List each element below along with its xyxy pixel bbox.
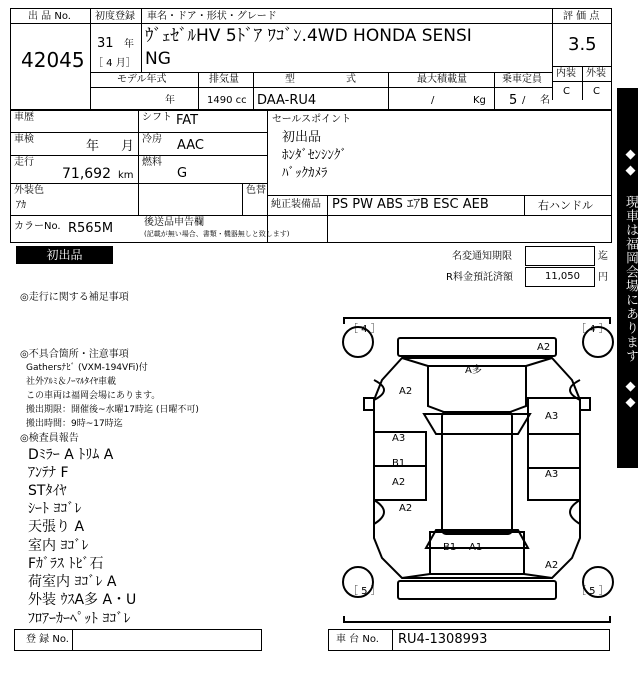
damage-mark: A多 [465,365,482,376]
after-parts-label: 後送品申告欄 [144,217,204,228]
inspector-item-9: 外装 ｳｽA多 A・U [28,592,137,608]
mirror-left [364,398,374,410]
chassis-no-value: RU4-1308993 [398,632,488,647]
type-label-2: 式 [346,74,356,85]
recycle-fee-value: 11,050 [545,271,580,282]
damage-mark: A2 [399,386,413,397]
first-reg-year: 31 [97,36,114,51]
tire-label-front-right: ［ 4 ］ [576,324,609,335]
shift-label: シフト [142,112,172,123]
displacement-value: 1490 cc [207,95,247,106]
max-load-value: / [431,95,435,106]
color-no-label: カラーNo. [14,221,61,232]
mirror-right [580,398,590,410]
car-name-label: 車名・ドア・形状・グレード [147,11,277,22]
max-load-unit: Kg [473,95,486,106]
capacity-value: 5 [509,93,518,108]
tire-label-rear-right: ［ 5 ］ [576,586,609,597]
defect-1: Gathersﾅﾋﾞ (VXM-194VFi)付 [26,363,148,373]
damage-mark: B1 [392,458,406,469]
tire-label-rear-left: ［ 5 ］ [348,586,381,597]
sales-points-label: セールスポイント [272,114,352,125]
color-no-value: R565M [68,221,114,236]
score-label: 評 価 点 [563,11,600,22]
reg-no-label: 登 録 No. [26,634,69,645]
defect-3: この車両は福岡会場にあります。 [26,391,161,401]
first-reg-label: 初度登録 [95,11,135,22]
windshield [424,414,530,434]
defect-5: 搬出時間：9時~17時迄 [26,419,123,429]
history-label: 車歴 [14,112,34,123]
capacity-slash: / [522,95,526,106]
ac-value: AAC [177,138,204,153]
type-label: 型 [285,74,295,85]
exterior-label: 外装 [586,68,606,79]
transfer-deadline-box [525,246,595,266]
damage-mark: A2 [399,503,413,514]
score-value: 3.5 [568,34,597,55]
damage-mark: A3 [392,433,406,444]
tailgate [430,532,524,574]
max-load-label: 最大積載量 [417,74,467,85]
ext-color-label: 外装色 [14,185,44,196]
equipment-label: 純正装備品 [271,199,321,210]
steering: 右ハンドル [538,199,593,212]
inspection-label: 車検 [14,134,34,145]
transfer-deadline-label: 名変通知期限 [452,251,512,262]
fuel-value: G [177,166,188,181]
model-year-label: モデル年式 [117,74,167,85]
lot-no: 42045 [21,48,85,72]
ext-color-value: ｱｶ [16,200,26,211]
chassis-no-label: 車 台 No. [336,634,379,645]
mileage-unit: km [118,170,134,181]
defects-title: ◎不具合箇所・注意事項 [20,349,129,360]
damage-mark: A3 [545,469,559,480]
door-right-rear [528,434,580,468]
inspector-item-5: 天張り A [28,519,85,535]
mileage-label: 走行 [14,157,34,168]
inspector-item-2: ｱﾝﾃﾅ F [28,465,69,481]
rear-bumper [398,581,556,599]
damage-mark: A2 [537,342,551,353]
sales-point-3: ﾊﾞｯｸｶﾒﾗ [282,166,328,181]
interior-label: 内装 [556,68,576,79]
damage-mark: A2 [545,560,559,571]
first-reg-year-unit: 年 [124,39,134,50]
defect-2: 社外ｱﾙﾐ＆ﾉｰﾏﾙﾀｲﾔ車載 [26,377,117,387]
fuel-label: 燃料 [142,157,162,168]
damage-mark: B1 [443,542,457,553]
sales-point-1: 初出品 [282,130,322,145]
inspector-item-8: 荷室内 ﾖｺﾞﾚ A [28,574,117,590]
equipment-value: PS PW ABS ｴｱB ESC AEB [332,197,489,212]
type-value: DAA-RU4 [257,93,317,108]
capacity-unit: 名 [540,95,550,106]
side-banner: ◆◆ 現車は福岡会場にあります ◆◆ [617,88,638,468]
inspector-item-7: Fｶﾞﾗｽ ﾄﾋﾞ石 [28,556,104,572]
car-name: ｳﾞｪｾﾞﾙHV 5ﾄﾞｱ ﾜｺﾞﾝ.4WD HONDA SENSI [145,26,472,46]
sales-point-2: ﾎﾝﾀﾞｾﾝｼﾝｸﾞ [282,148,347,163]
color-change-label: 色替 [246,185,266,196]
first-listing-badge: 初出品 [16,246,113,264]
capacity-label: 乗車定員 [502,74,542,85]
damage-mark: A1 [469,542,483,553]
tire-label-front-left: ［ 4 ］ [348,324,381,335]
model-year-unit: 年 [165,95,175,106]
shift-value: FAT [176,113,199,128]
inspector-item-10: ﾌﾛｱｰｶｰﾍﾟｯﾄ ﾖｺﾞﾚ [28,611,131,627]
damage-mark: A2 [392,477,406,488]
recycle-fee-label: R料金預託済額 [446,272,513,283]
damage-mark: A3 [545,411,559,422]
inspector-item-6: 室内 ﾖｺﾞﾚ [28,538,89,554]
mileage-value: 71,692 [62,166,111,182]
driving-notes-title: ◎走行に関する補足事項 [20,292,129,303]
inspector-title: ◎検査員報告 [20,433,79,444]
after-parts-note: (記載が無い場合、書類・機器無しと致します) [144,230,290,238]
inspector-item-4: ｼｰﾄ ﾖｺﾞﾚ [28,501,82,517]
inspector-item-3: STﾀｲﾔ [28,483,67,499]
interior-grade: C [563,86,570,97]
recycle-fee-unit: 円 [598,272,608,283]
roof [442,412,512,534]
transfer-deadline-unit: 迄 [598,251,608,262]
lot-no-label: 出 品 No. [28,11,71,22]
first-reg-month: ［ 4 月］ [93,58,136,69]
inspection-year: 年 [86,139,100,154]
defect-4: 搬出期限：開催後~水曜17時迄 (日曜不可) [26,405,199,415]
inspector-item-1: Dﾐﾗｰ A ﾄﾘﾑ A [28,447,114,463]
front-bumper [398,338,556,356]
inspection-month: 月 [121,139,135,154]
car-name-line2: NG [145,49,171,69]
ac-label: 冷房 [142,134,162,145]
exterior-grade: C [593,86,600,97]
displacement-label: 排気量 [209,74,239,85]
